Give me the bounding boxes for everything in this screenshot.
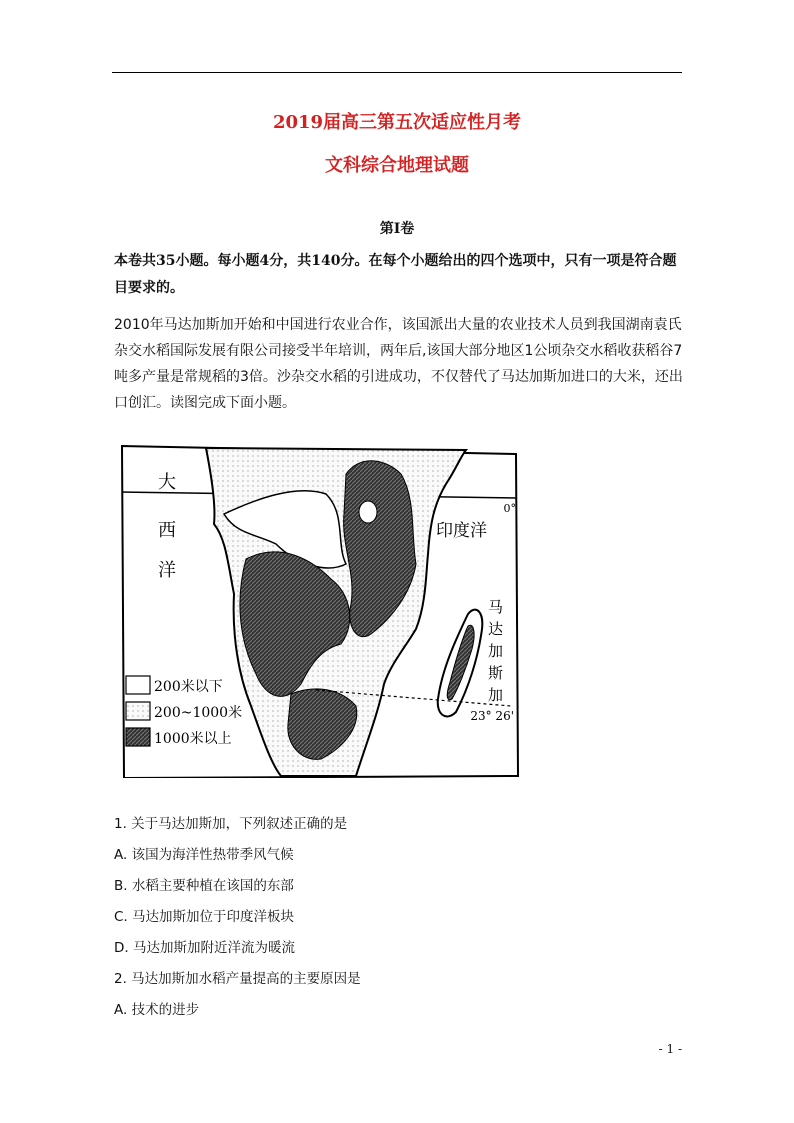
reading-passage: 2010年马达加斯加开始和中国进行农业合作，该国派出大量的农业技术人员到我国湖南袁氏杂交水稻国际发展有限公司接受半年培训，两年后,该国大部分地区1公顷杂交水稻收获稻谷7吨多产量是常规稻的3倍。沙杂交水稻的引进成功，不仅替代了马达加斯加进口的大米，还出口创汇。读图完成下面小题。 (114, 317, 683, 411)
label-madagascar-2: 达 (488, 620, 504, 638)
question-1-option-a: A. 该国为海洋性热带季风气候 (114, 847, 294, 863)
legend-swatch-high (126, 728, 150, 746)
label-madagascar-1: 马 (488, 598, 504, 616)
question-1-option-b: B. 水稻主要种植在该国的东部 (114, 878, 294, 894)
lake-victoria (359, 501, 377, 523)
header-rule (112, 72, 682, 73)
label-indian-ocean: 印度洋 (436, 521, 487, 541)
question-2-stem: 2. 马达加斯加水稻产量提高的主要原因是 (114, 971, 361, 987)
label-atlantic-1: 大 (158, 472, 176, 493)
legend-swatch-mid (126, 702, 150, 720)
question-2-option-a: A. 技术的进步 (114, 1002, 200, 1018)
question-1-option-d: D. 马达加斯加附近洋流为暖流 (114, 940, 295, 956)
exam-title: 2019届高三第五次适应性月考 (272, 112, 522, 133)
legend-label-high: 1000米以上 (154, 731, 232, 747)
label-madagascar-5: 加 (488, 686, 504, 704)
section-instruction: 本卷共35小题。每小题4分，共140分。在每个小题给出的四个选项中，只有一项是符合题目要求的。 (114, 253, 677, 296)
label-tropic: 23° 26' (470, 709, 514, 723)
label-madagascar-3: 加 (488, 642, 504, 660)
legend-swatch-low (126, 676, 150, 694)
label-atlantic-2: 西 (158, 520, 176, 541)
label-madagascar-4: 斯 (488, 664, 504, 682)
question-1-stem: 1. 关于马达加斯加，下列叙述正确的是 (114, 816, 348, 832)
page-number: - 1 - (658, 1042, 682, 1056)
legend-label-mid: 200~1000米 (154, 705, 243, 721)
label-equator: 0° (503, 502, 516, 515)
exam-subtitle: 文科综合地理试题 (325, 155, 469, 176)
label-atlantic-3: 洋 (158, 560, 176, 581)
africa-madagascar-map (116, 444, 520, 778)
section-label: 第I卷 (379, 221, 415, 237)
question-1-option-c: C. 马达加斯加位于印度洋板块 (114, 909, 295, 925)
legend-label-low: 200米以下 (154, 679, 223, 695)
